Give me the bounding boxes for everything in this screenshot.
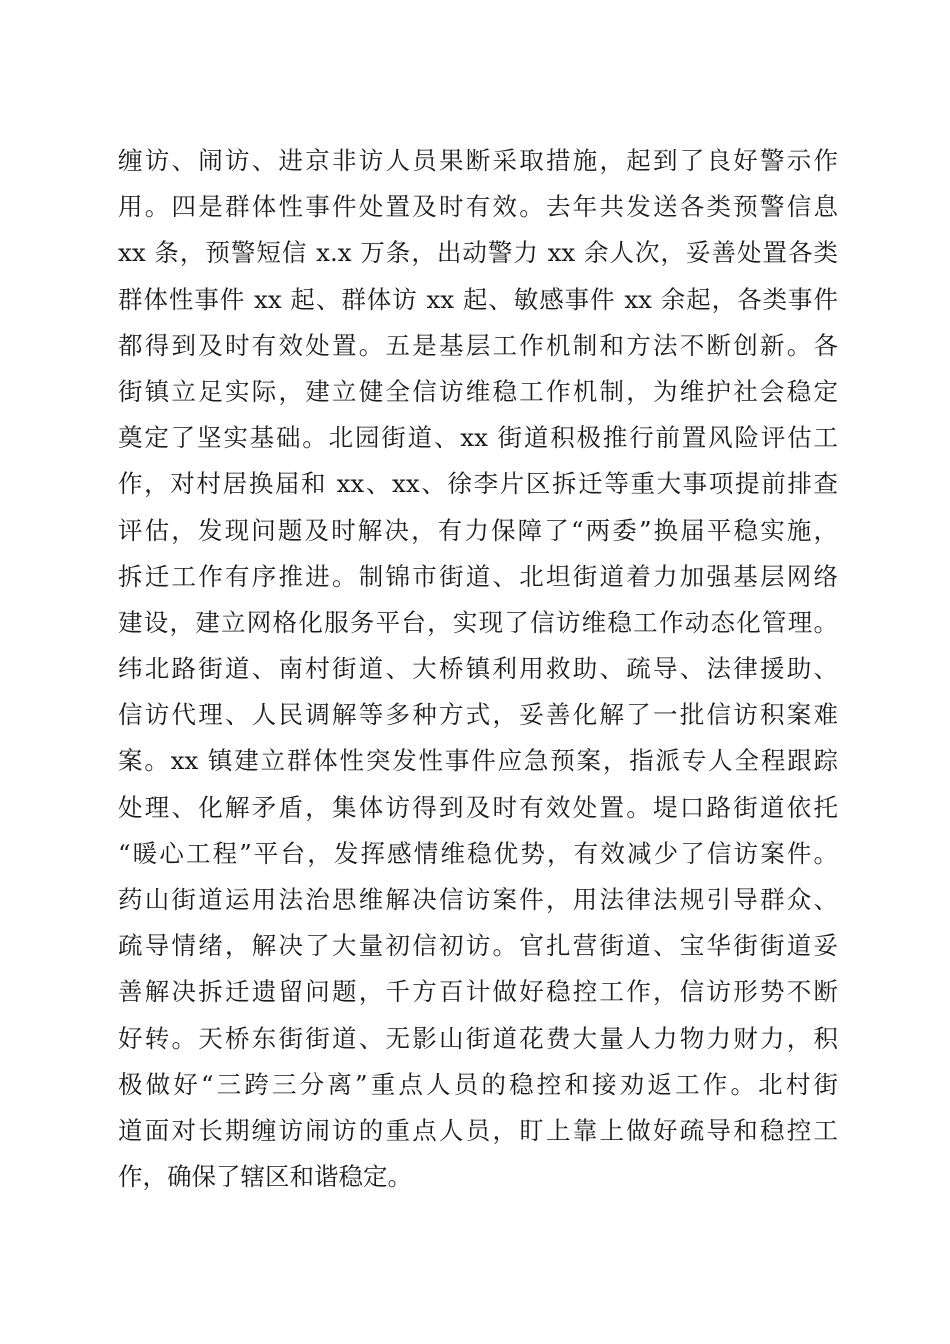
text-line: 疏导情绪，解决了大量初信初访。官扎营街道、宝华街街道妥 — [118, 931, 838, 961]
text-line: 作，确保了辖区和谐稳定。 — [118, 1162, 412, 1192]
text-line: 用。四是群体性事件处置及时有效。去年共发送各类预警信息 — [118, 192, 838, 222]
text-line: 作，对村居换届和 xx、xx、徐李片区拆迁等重大事项提前排查 — [118, 469, 838, 499]
text-line: 道面对长期缠访闹访的重点人员，盯上靠上做好疏导和稳控工 — [118, 1115, 838, 1145]
text-line: “暖心工程”平台，发挥感情维稳优势，有效减少了信访案件。 — [118, 838, 838, 868]
text-line: 群体性事件 xx 起、群体访 xx 起、敏感事件 xx 余起，各类事件 — [118, 284, 838, 314]
body-paragraph — [118, 138, 838, 1200]
text-line: 评估，发现问题及时解决，有力保障了“两委”换届平稳实施， — [118, 515, 838, 545]
text-line: 好转。天桥东街街道、无影山街道花费大量人力物力财力，积 — [118, 1023, 838, 1053]
text-line: 案。xx 镇建立群体性突发性事件应急预案，指派专人全程跟踪 — [118, 746, 838, 776]
text-line: 信访代理、人民调解等多种方式，妥善化解了一批信访积案难 — [118, 700, 838, 730]
text-line: 建设，建立网格化服务平台，实现了信访维稳工作动态化管理。 — [118, 607, 838, 637]
text-line: 缠访、闹访、进京非访人员果断采取措施，起到了良好警示作 — [118, 146, 838, 175]
text-line: 药山街道运用法治思维解决信访案件，用法律法规引导群众、 — [118, 885, 838, 914]
text-line: xx 条，预警短信 x.x 万条，出动警力 xx 余人次，妥善处置各类 — [118, 238, 838, 268]
text-line: 拆迁工作有序推进。制锦市街道、北坦街道着力加强基层网络 — [118, 561, 838, 591]
text-line: 处理、化解矛盾，集体访得到及时有效处置。堤口路街道依托 — [118, 792, 838, 822]
text-line: 善解决拆迁遗留问题，千方百计做好稳控工作，信访形势不断 — [118, 977, 838, 1007]
text-line: 奠定了坚实基础。北园街道、xx 街道积极推行前置风险评估工 — [118, 423, 838, 453]
text-line: 都得到及时有效处置。五是基层工作机制和方法不断创新。各 — [118, 330, 838, 360]
text-line: 纬北路街道、南村街道、大桥镇利用救助、疏导、法律援助、 — [118, 654, 838, 684]
text-line: 街镇立足实际，建立健全信访维稳工作机制，为维护社会稳定 — [118, 376, 838, 406]
text-line: 极做好“三跨三分离”重点人员的稳控和接劝返工作。北村街 — [118, 1069, 838, 1099]
